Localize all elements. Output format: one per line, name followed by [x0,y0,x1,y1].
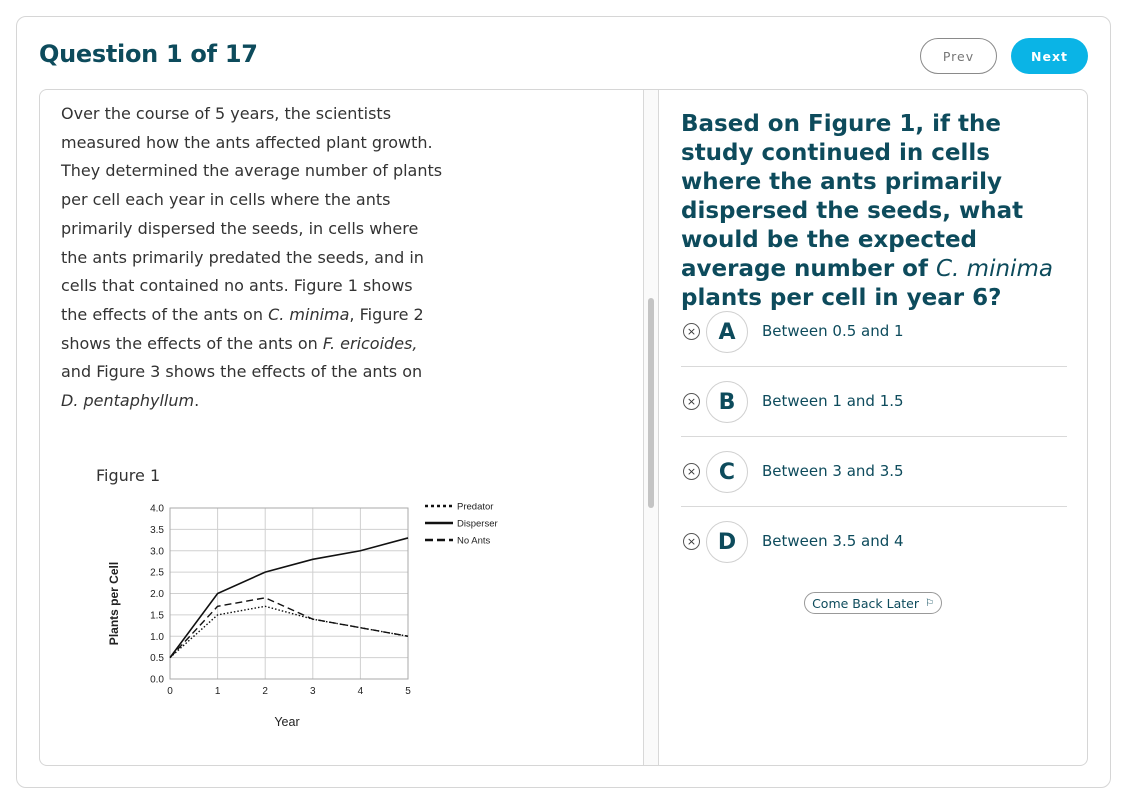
y-tick-label: 2.0 [150,589,164,600]
y-tick-label: 3.5 [150,524,164,536]
y-tick-label: 4.0 [150,503,164,515]
eliminate-icon[interactable]: × [683,393,700,410]
series-line-disperser [170,538,408,658]
come-back-later-button[interactable] [804,592,942,614]
answer-choice-d[interactable] [681,507,1067,577]
passage-line: primarily dispersed the seeds, in cells where [61,218,419,238]
prev-button[interactable]: Prev [920,38,997,74]
passage-line: cells that contained no ants. Figure 1 shows [61,276,413,296]
answer-text[interactable]: Between 1 and 1.5 [762,392,904,410]
answer-choice-b[interactable] [681,367,1067,437]
legend-label: No Ants [457,535,491,547]
passage-line: the ants primarily predated the seeds, and in [61,247,424,267]
legend-label: Predator [457,501,494,513]
answer-text[interactable]: Between 3 and 3.5 [762,462,904,480]
x-tick-label: 4 [357,686,364,697]
passage-line: D. pentaphyllum. [61,391,200,411]
y-tick-label: 0.5 [150,653,164,665]
passage-line: shows the effects of the ants on F. ericoides, [61,333,418,353]
answer-choices [681,297,1067,577]
series-line-predator [170,606,408,657]
passage-line: the effects of the ants on C. minima, Figure 2 [61,304,424,324]
passage-text [61,100,481,416]
eliminate-icon[interactable]: × [683,463,700,480]
y-axis-label: Plants per Cell [107,561,121,646]
answer-letter[interactable]: C [706,451,748,493]
passage-line: Over the course of 5 years, the scientists [61,104,392,123]
passage-line: and Figure 3 shows the effects of the ants on [61,362,423,382]
x-tick-label: 5 [405,686,411,697]
answer-choice-c[interactable] [681,437,1067,507]
question-counter-title: Question 1 of 17 [39,40,258,68]
answer-text[interactable]: Between 0.5 and 1 [762,322,904,340]
eliminate-icon[interactable]: × [683,533,700,550]
eliminate-icon[interactable]: × [683,323,700,340]
x-tick-label: 0 [167,686,173,697]
answer-letter[interactable]: B [706,381,748,423]
y-tick-label: 0.0 [150,674,164,686]
passage-line: They determined the average number of plants [61,161,443,181]
answer-letter[interactable]: A [706,311,748,353]
y-tick-label: 1.0 [150,631,164,643]
figure-label: Figure 1 [96,466,161,485]
answer-choice-a[interactable] [681,297,1067,367]
figure-1-line-chart [100,495,520,740]
question-stem: Based on Figure 1, if the study continued in cells where the ants primarily dispersed the seeds, what would be the expected average number of C. minima plants per cell in year 6? [681,111,1053,311]
answer-letter[interactable]: D [706,521,748,563]
come-back-later-label: Come Back Later [812,595,919,611]
x-tick-label: 1 [214,686,221,697]
series-line-no-ants [170,598,408,658]
x-axis-label: Year [274,715,300,729]
y-tick-label: 2.5 [150,567,164,579]
x-tick-label: 2 [262,686,268,697]
answer-text[interactable]: Between 3.5 and 4 [762,532,904,550]
x-tick-label: 3 [310,686,316,697]
scrollbar-thumb[interactable] [648,298,654,508]
passage-line: per cell each year in cells where the ants [61,190,391,210]
passage-line: measured how the ants affected plant growth. [61,132,433,152]
y-tick-label: 1.5 [150,610,164,622]
next-button[interactable]: Next [1011,38,1088,74]
flag-icon: ⚐ [924,597,934,609]
y-tick-label: 3.0 [150,546,164,558]
legend-label: Disperser [457,518,498,530]
